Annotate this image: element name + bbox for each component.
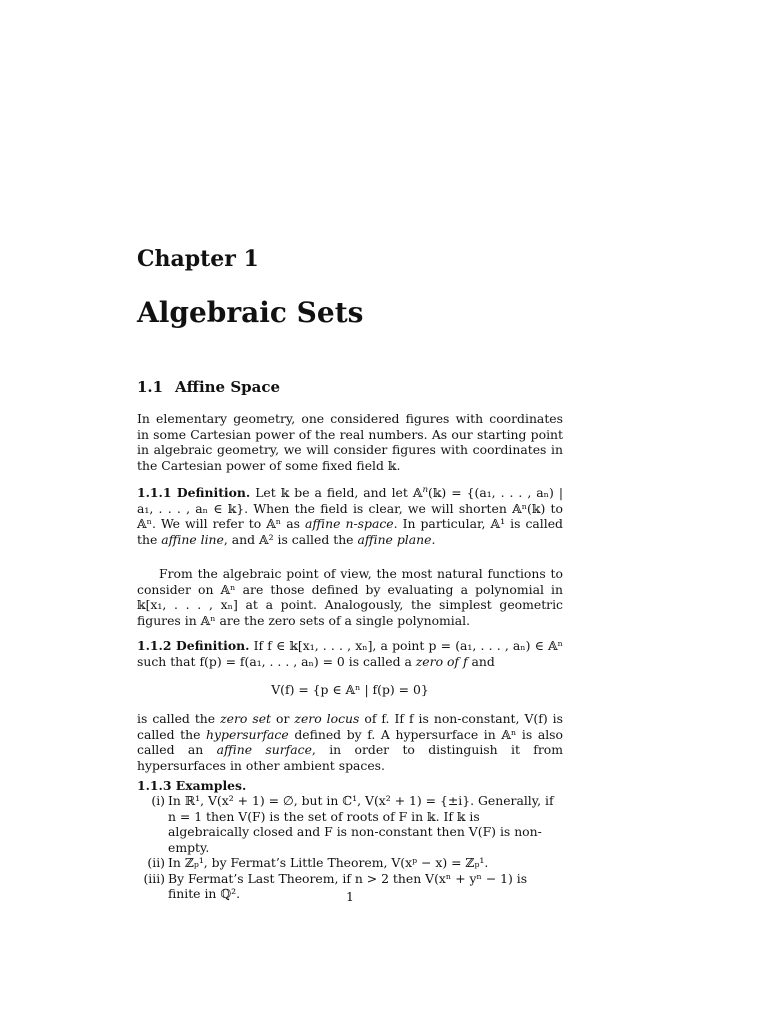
definition-text: of f. If f is non-constant, V(f) is called the: [137, 711, 563, 742]
item-text: In ℝ¹, V(x² + 1) = ∅, but in ℂ¹, V(x² + 1) = {±i}. Generally, if n = 1 then V(F) is the set of roots of F in 𝕜. If 𝕜 is algebraically closed and F is non-constant then V(F) is non-empty.: [168, 793, 554, 855]
definition-text: (𝕜) = {(a₁, . . . , aₙ) | a₁, . . . , aₙ ∈ 𝕜}. When the field is clear, we will shorten 𝔸ⁿ(𝕜) to 𝔸ⁿ. We will refer to 𝔸ⁿ as: [137, 485, 563, 531]
item-marker: (i): [151, 793, 165, 808]
list-item: [137, 793, 563, 855]
definition-continuation: [137, 711, 563, 773]
term: affine plane: [357, 531, 432, 547]
examples-label: 1.1.3 Examples.: [137, 778, 247, 793]
chapter-label: Chapter 1: [137, 246, 259, 272]
definition-affine-space: 1.1.1 Definition. Let 𝕜 be a field, and let 𝔸$^n$(𝕜) = {(a₁, . . . , aₙ) | a₁, . . . , aₙ ∈ 𝕜}. When the field is clear, we will shorten 𝔸ⁿ(𝕜) to 𝔸ⁿ. We will refer to 𝔸ⁿ as affine n-space. In particular, 𝔸¹ is called the affine line, and 𝔸² is called the affine plane.: [137, 484, 563, 547]
list-item: [137, 855, 563, 871]
definition-text: defined by f. A hypersurface in 𝔸ⁿ is also called an: [137, 726, 564, 757]
definition-text: , and 𝔸² is called the: [223, 531, 358, 547]
term: affine n-space: [305, 516, 394, 531]
item-marker: (ii): [147, 855, 165, 870]
term: zero set: [220, 711, 272, 726]
definition-text: Let 𝕜 be a field, and let 𝔸: [250, 485, 423, 500]
definition-text: or: [271, 711, 295, 726]
item-marker: (iii): [143, 870, 165, 886]
item-text: In ℤₚ¹, by Fermat’s Little Theorem, V(xᵖ − x) = ℤₚ¹.: [168, 855, 489, 870]
definition-text: is called the: [137, 711, 221, 726]
definition-label: 1.1.1 Definition.: [137, 485, 251, 500]
page-number: 1: [346, 889, 354, 904]
definition-zero-set: [137, 638, 563, 669]
definition-label: 1.1.2 Definition.: [137, 638, 250, 653]
term: affine line: [161, 531, 224, 547]
display-equation: V(f) = {p ∈ 𝔸ⁿ | f(p) = 0}: [271, 682, 429, 697]
definition-text: If f ∈ 𝕜[x₁, . . . , xₙ], a point p = (a₁, . . . , aₙ) ∈ 𝔸ⁿ such that f(p) = f(a₁, . . . , aₙ) = 0 is called a: [137, 638, 563, 669]
term: zero of f: [415, 653, 468, 669]
examples-list: [137, 793, 563, 902]
definition-text: , in order to distinguish it from hypersurfaces in other ambient spaces.: [137, 742, 564, 773]
definition-text: and: [467, 653, 495, 669]
section-title: Affine Space: [175, 378, 281, 396]
section-number: 1.1: [137, 378, 164, 396]
term: hypersurface: [206, 726, 289, 742]
motivation-paragraph: From the algebraic point of view, the most natural functions to consider on 𝔸ⁿ are those defined by evaluating a polynomial in 𝕜[x₁, . . . , xₙ] at a point. Analogously, the simplest geometric figures in 𝔸ⁿ are the zero sets of a single polynomial.: [137, 566, 563, 628]
definition-text: . In particular, 𝔸¹ is called the: [137, 516, 563, 547]
chapter-title: Algebraic Sets: [137, 296, 364, 329]
term: zero locus: [294, 711, 360, 726]
definition-text: .: [431, 531, 436, 547]
item-text: By Fermat’s Last Theorem, if n > 2 then V(xⁿ + yⁿ − 1) is finite in ℚ².: [168, 870, 528, 901]
section-heading: [137, 378, 280, 396]
term: affine surface: [216, 742, 312, 757]
intro-paragraph: In elementary geometry, one considered figures with coordinates in some Cartesian power of the real numbers. As our starting point in algebraic geometry, we will consider figures with coordinates in the Cartesian power of some fixed field 𝕜.: [137, 411, 563, 473]
